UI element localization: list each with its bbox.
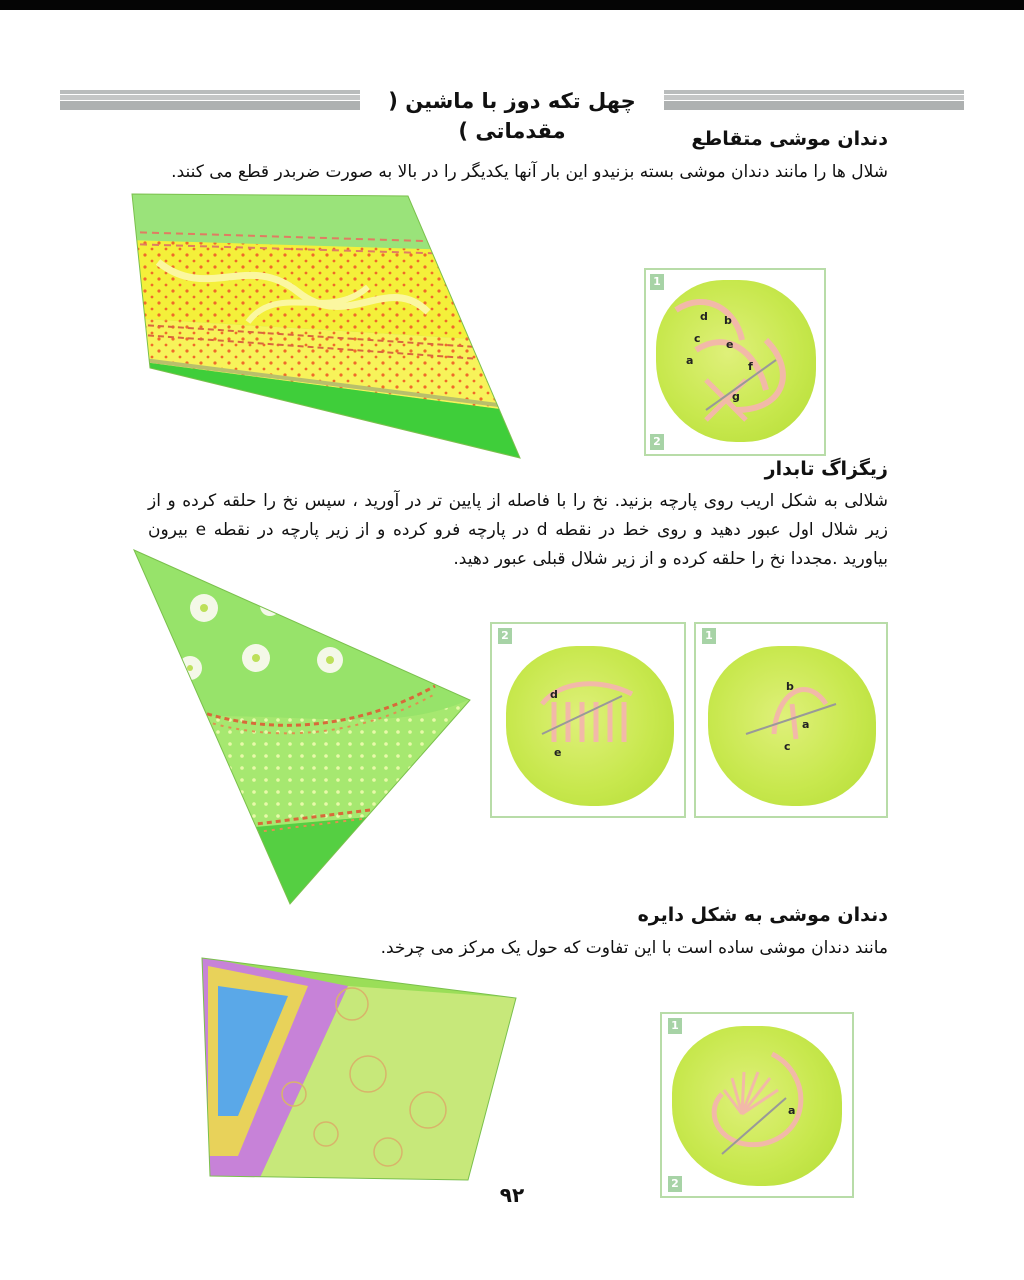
section-2-text: شلالی به شکل اریب روی پارچه بزنید. نخ را با فاصله از پایین تر در آورید ، سپس نخ را حلقه کرده و از زیر شلال اول عبور دهید و روی خط در نقطه d در پارچه فرو کرده و از زیر پارچه در نقطه e بیرون بیاورید .مجددا نخ را حلقه کرده و از زیر شلال قبلی عبور دهید. xyxy=(148,491,888,569)
top-black-bar xyxy=(0,0,1024,10)
point-label: a xyxy=(802,718,810,731)
header-left-stripes xyxy=(60,90,360,110)
twisted-zigzag-fabric-sample xyxy=(130,548,472,906)
point-label: c xyxy=(784,740,791,753)
step-number-badge: 1 xyxy=(650,274,664,290)
header-right-stripes xyxy=(664,90,964,110)
section-2-heading: زیگزاگ تابدار xyxy=(764,458,888,480)
point-label: c xyxy=(694,332,701,345)
stitch-diagram xyxy=(492,624,684,816)
section-3-text: مانند دندان موشی ساده است با این تفاوت که حول یک مرکز می چرخد. xyxy=(380,938,888,958)
section-3-heading: دندان موشی به شکل دایره xyxy=(637,904,888,926)
section-3-diagram-panel xyxy=(660,1012,854,1198)
point-label: b xyxy=(786,680,794,693)
page-title: چهل تکه دوز با ماشین ( مقدماتی ) xyxy=(388,89,636,143)
step-number-badge: 2 xyxy=(650,434,664,450)
step-number-badge: 2 xyxy=(668,1176,682,1192)
circular-feather-stitch-fabric-sample xyxy=(198,956,518,1182)
point-label: d xyxy=(700,310,708,323)
section-2-diagram-panel-1 xyxy=(694,622,888,818)
point-label: e xyxy=(726,338,734,351)
point-label: f xyxy=(748,360,753,373)
stitch-diagram xyxy=(646,270,824,454)
stitch-diagram xyxy=(696,624,886,816)
point-label: a xyxy=(788,1104,796,1117)
section-1-text: شلال ها را مانند دندان موشی بسته بزنیدو این بار آنها یکدیگر را در بالا به صورت ضربدر قطع می کنند. xyxy=(171,162,888,182)
point-label: d xyxy=(550,688,558,701)
crossed-herringbone-fabric-sample xyxy=(128,192,522,468)
stitch-diagram xyxy=(662,1014,852,1196)
step-number-badge: 2 xyxy=(498,628,512,644)
section-1-heading: دندان موشی متقاطع xyxy=(691,128,888,150)
section-2-diagram-panel-2 xyxy=(490,622,686,818)
step-number-badge: 1 xyxy=(668,1018,682,1034)
point-label: a xyxy=(686,354,694,367)
page-number: ۹۲ xyxy=(499,1183,525,1207)
point-label: e xyxy=(554,746,562,759)
section-1-diagram-panel xyxy=(644,268,826,456)
point-label: b xyxy=(724,314,732,327)
point-label: g xyxy=(732,390,740,403)
step-number-badge: 1 xyxy=(702,628,716,644)
